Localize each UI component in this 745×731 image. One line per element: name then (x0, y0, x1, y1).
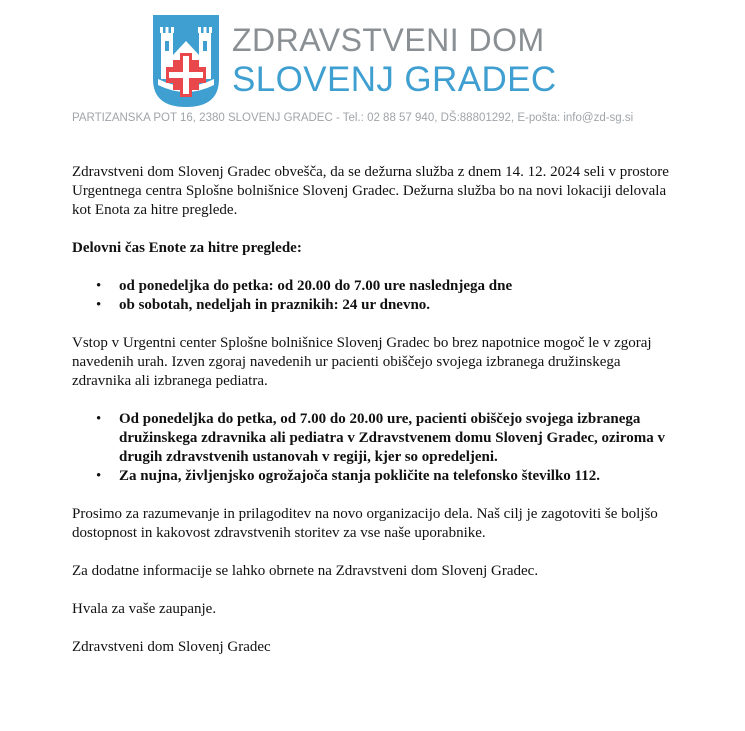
understanding-paragraph: Prosimo za razumevanje in prilagoditev na novo organizacijo dela. Naš cilj je zagotoviti še boljšo dostopnost in kakovost zdravstvenih storitev za vse naše uporabnike. (72, 506, 658, 541)
logo-title: ZDRAVSTVENI DOM (232, 22, 545, 58)
hours-heading: Delovni čas Enote za hitre preglede: (72, 240, 302, 256)
info-paragraph: Za dodatne informacije se lahko obrnete na Zdravstveni dom Slovenj Gradec. (72, 563, 539, 579)
letterhead-address: PARTIZANSKA POT 16, 2380 SLOVENJ GRADEC - Tel.: 02 88 57 940, DŠ:88801292, E-pošta: info@zd-sg.si (72, 112, 634, 124)
list-item: • ob sobotah, nedeljah in praznikih: 24 ur dnevno. (119, 296, 682, 315)
list-item: • od ponedeljka do petka: od 20.00 do 7.00 ure naslednjega dne (119, 277, 682, 296)
letter-body (72, 163, 682, 676)
signature: Zdravstveni dom Slovenj Gradec (72, 639, 271, 655)
hours-list (72, 277, 682, 315)
intro-paragraph: Zdravstveni dom Slovenj Gradec obvešča, da se dežurna služba z dnem 14. 12. 2024 seli v prostore Urgentnega centra Splošne bolnišnice Slovenj Gradec. Dežurna služba bo na novi lokaciji delovala kot Enota za hitre preglede. (72, 164, 669, 218)
letterhead (0, 0, 745, 140)
list-item: • Od ponedeljka do petka, od 7.00 do 20.00 ure, pacienti obiščejo svojega izbranega družinskega zdravnika ali pediatra v Zdravstvenem domu Slovenj Gradec, oziroma v drugih zdravstvenih ustanovah v regiji, kjer so opredeljeni. (119, 410, 682, 467)
thanks-paragraph: Hvala za vaše zaupanje. (72, 601, 217, 617)
logo-building-cross-icon (153, 15, 219, 107)
logo-subtitle: SLOVENJ GRADEC (232, 60, 557, 99)
access-paragraph: Vstop v Urgentni center Splošne bolnišnice Slovenj Gradec bo brez napotnice mogoč le v zgoraj navedenih urah. Izven zgoraj navedenih ur pacienti obiščejo svojega izbranega družinskega zdravnika ali izbranega pediatra. (72, 335, 652, 389)
notes-list (72, 410, 682, 486)
list-item: • Za nujna, življenjsko ogrožajoča stanja pokličite na telefonsko številko 112. (119, 467, 682, 486)
